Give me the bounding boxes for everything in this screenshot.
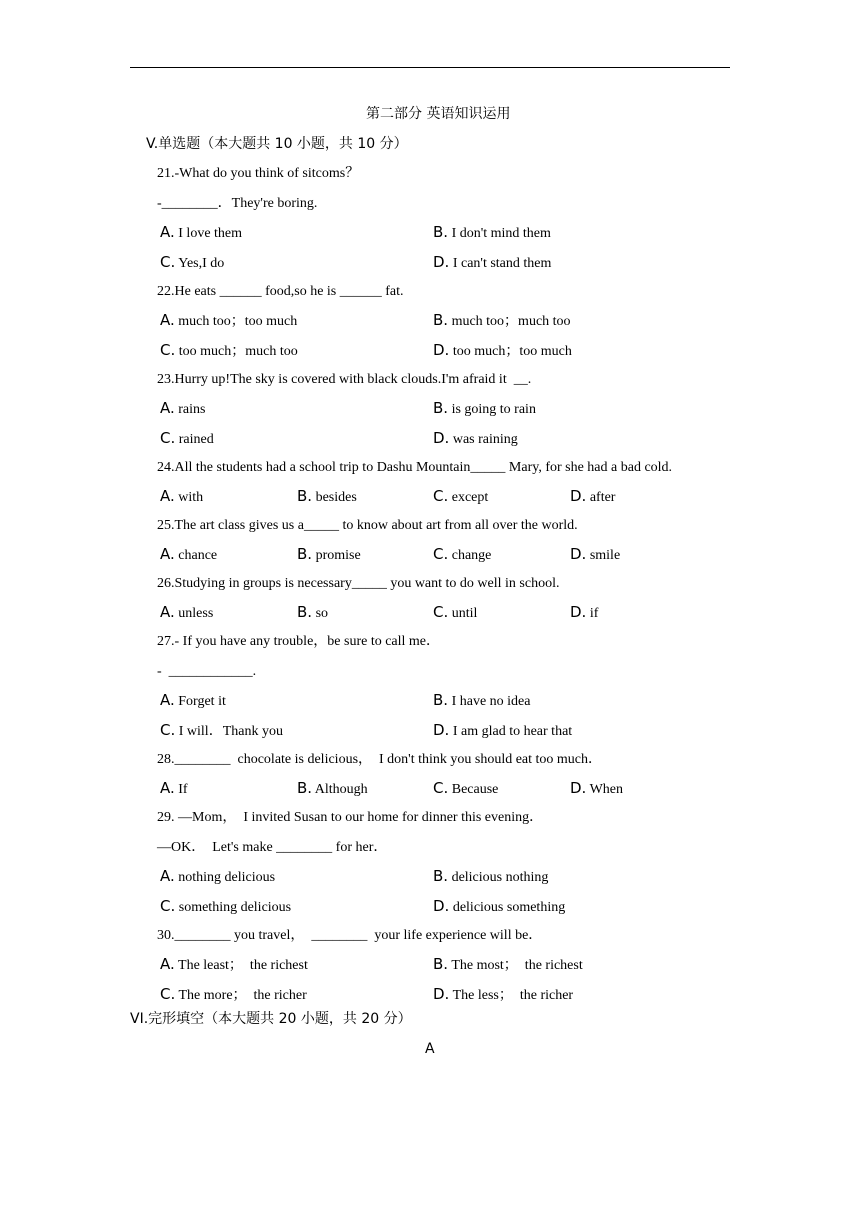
answer-option[interactable] [433, 985, 573, 1005]
answer-option[interactable] [160, 399, 205, 419]
answer-option[interactable] [160, 779, 188, 799]
answer-option[interactable] [160, 487, 203, 507]
option-text: too much；too much [452, 344, 572, 359]
answer-option[interactable] [160, 603, 213, 623]
passage-label: A [425, 1041, 435, 1057]
option-text: When [589, 782, 624, 797]
answer-option[interactable] [160, 545, 217, 565]
option-text: besides [315, 490, 357, 505]
option-letter: B. [297, 779, 313, 797]
answer-option[interactable] [433, 253, 551, 273]
option-letter: B. [433, 223, 449, 241]
option-letter: C. [160, 985, 176, 1003]
question-stem: 26.Studying in groups is necessary_____ you want to do well in school. [157, 576, 560, 591]
option-text: Yes,I do [178, 256, 225, 271]
option-letter: D. [433, 341, 450, 359]
option-letter: D. [433, 429, 450, 447]
option-text: if [589, 606, 599, 621]
option-text: with [178, 490, 204, 505]
option-letter: C. [160, 897, 176, 915]
option-text: delicious something [452, 900, 566, 915]
question-stem: 30.________ you travel， ________ your life experience will be． [157, 928, 543, 943]
option-letter: D. [570, 487, 587, 505]
answer-option[interactable] [433, 897, 565, 917]
answer-option[interactable] [433, 223, 551, 243]
option-text: I can't stand them [452, 256, 552, 271]
option-letter: A. [160, 603, 175, 621]
option-text: until [451, 606, 478, 621]
question-stem: 29. —Mom， I invited Susan to our home for dinner this evening． [157, 810, 544, 825]
option-letter: C. [433, 545, 449, 563]
option-letter: C. [433, 779, 449, 797]
option-text: chance [178, 548, 218, 563]
option-letter: A. [160, 487, 175, 505]
option-text: I will．Thank you [178, 724, 283, 739]
part-title: 第二部分 英语知识运用 [366, 106, 511, 122]
answer-option[interactable] [160, 311, 297, 331]
option-letter: A. [160, 691, 175, 709]
answer-option[interactable] [297, 545, 361, 565]
answer-option[interactable] [433, 429, 518, 449]
answer-option[interactable] [160, 955, 308, 975]
answer-option[interactable] [160, 253, 224, 273]
option-text: smile [589, 548, 621, 563]
question-stem: -________．They're boring. [157, 196, 318, 211]
answer-option[interactable] [160, 429, 214, 449]
option-letter: D. [570, 779, 587, 797]
option-text: The less； the richer [452, 988, 574, 1003]
question-stem: 25.The art class gives us a_____ to know about art from all over the world. [157, 518, 578, 533]
question-stem: 24.All the students had a school trip to Dashu Mountain_____ Mary, for she had a bad cold. [157, 460, 673, 475]
answer-option[interactable] [433, 867, 548, 887]
answer-option[interactable] [433, 545, 491, 565]
answer-option[interactable] [570, 779, 623, 799]
option-letter: A. [160, 867, 175, 885]
option-text: unless [178, 606, 214, 621]
option-letter: B. [297, 545, 313, 563]
answer-option[interactable] [160, 985, 307, 1005]
option-text: I don't mind them [451, 226, 551, 241]
option-text: is going to rain [451, 402, 536, 417]
answer-option[interactable] [570, 545, 620, 565]
answer-option[interactable] [160, 691, 226, 711]
option-letter: B. [297, 487, 313, 505]
answer-option[interactable] [297, 779, 368, 799]
answer-option[interactable] [297, 603, 328, 623]
option-text: I am glad to hear that [452, 724, 573, 739]
option-text: so [315, 606, 329, 621]
option-text: I have no idea [451, 694, 531, 709]
option-text: Because [451, 782, 499, 797]
option-text: The more； the richer [178, 988, 307, 1003]
option-text: rains [178, 402, 206, 417]
question-stem: 22.He eats ______ food,so he is ______ fat. [157, 284, 404, 299]
option-letter: D. [433, 721, 450, 739]
option-text: Although [314, 782, 368, 797]
option-text: delicious nothing [451, 870, 549, 885]
option-letter: D. [433, 253, 450, 271]
option-text: The least； the richest [178, 958, 308, 973]
option-letter: C. [160, 253, 176, 271]
answer-option[interactable] [160, 223, 242, 243]
option-text: change [451, 548, 492, 563]
option-letter: A. [160, 545, 175, 563]
option-letter: D. [570, 545, 587, 563]
option-text: except [451, 490, 489, 505]
question-stem: 23.Hurry up!The sky is covered with black clouds.I'm afraid it __. [157, 372, 532, 387]
option-letter: C. [160, 429, 176, 447]
option-text: rained [178, 432, 214, 447]
option-text: after [589, 490, 616, 505]
answer-option[interactable] [433, 955, 583, 975]
option-letter: B. [433, 691, 449, 709]
question-stem: - ____________. [157, 664, 257, 679]
option-letter: D. [433, 985, 450, 1003]
option-text: I love them [178, 226, 243, 241]
answer-option[interactable] [433, 487, 488, 507]
option-text: something delicious [178, 900, 292, 915]
option-text: promise [315, 548, 361, 563]
answer-option[interactable] [433, 341, 572, 361]
option-letter: C. [433, 487, 449, 505]
header-rule [130, 67, 730, 68]
answer-option[interactable] [433, 779, 498, 799]
answer-option[interactable] [433, 603, 477, 623]
option-letter: A. [160, 311, 175, 329]
option-text: was raining [452, 432, 518, 447]
answer-option[interactable] [297, 487, 357, 507]
answer-option[interactable] [160, 721, 283, 741]
option-text: nothing delicious [178, 870, 276, 885]
option-letter: D. [570, 603, 587, 621]
option-letter: B. [297, 603, 313, 621]
option-letter: C. [160, 721, 176, 739]
answer-option[interactable] [570, 603, 598, 623]
answer-option[interactable] [433, 691, 530, 711]
option-letter: C. [160, 341, 176, 359]
answer-option[interactable] [570, 487, 615, 507]
option-text: Forget it [178, 694, 226, 709]
option-text: too much；much too [178, 344, 298, 359]
option-letter: B. [433, 867, 449, 885]
option-letter: A. [160, 223, 175, 241]
answer-option[interactable] [433, 311, 571, 331]
option-letter: A. [160, 399, 175, 417]
option-text: If [178, 782, 188, 797]
section-title-single-choice: V.单选题（本大题共 10 小题，共 10 分） [146, 136, 408, 152]
option-text: The most； the richest [451, 958, 583, 973]
option-text: much too；much too [451, 314, 571, 329]
section-title-cloze: VI.完形填空（本大题共 20 小题，共 20 分） [130, 1011, 412, 1027]
answer-option[interactable] [160, 897, 291, 917]
option-letter: A. [160, 779, 175, 797]
answer-option[interactable] [433, 721, 572, 741]
option-letter: B. [433, 311, 449, 329]
option-letter: C. [433, 603, 449, 621]
question-stem: 28.________ chocolate is delicious， I don't think you should eat too much． [157, 752, 603, 767]
question-stem: 21.-What do you think of sitcoms？ [157, 166, 360, 181]
option-text: much too；too much [178, 314, 298, 329]
option-letter: B. [433, 955, 449, 973]
question-stem: 27.- If you have any trouble，be sure to call me． [157, 634, 441, 649]
option-letter: A. [160, 955, 175, 973]
answer-option[interactable] [160, 867, 275, 887]
question-stem: —OK． Let's make ________ for her． [157, 840, 388, 855]
answer-option[interactable] [160, 341, 298, 361]
answer-option[interactable] [433, 399, 536, 419]
option-letter: B. [433, 399, 449, 417]
option-letter: D. [433, 897, 450, 915]
